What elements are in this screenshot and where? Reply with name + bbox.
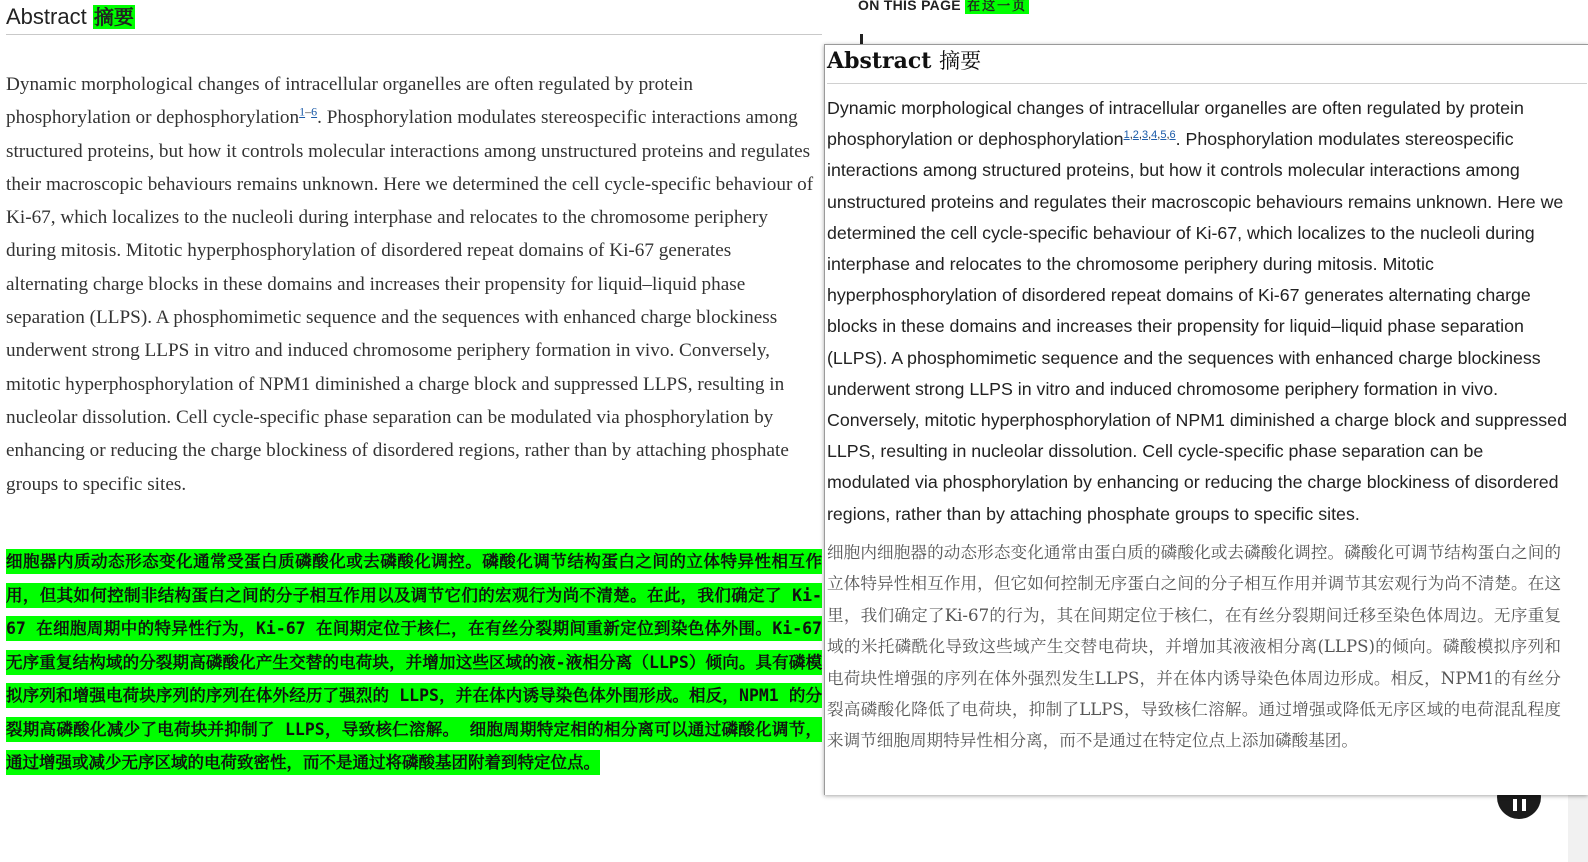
abstract-heading: [6, 2, 135, 32]
popup-citation-link[interactable]: 2: [1132, 129, 1139, 142]
popup-divider: [827, 83, 1587, 84]
citation-link-1[interactable]: 1: [299, 104, 306, 119]
popup-title-translation: 摘要: [939, 49, 982, 73]
citation-link-6[interactable]: 6: [311, 104, 318, 119]
popup-citation-link[interactable]: 5: [1160, 129, 1167, 142]
popup-title: [827, 46, 981, 76]
heading-divider: [6, 34, 822, 35]
popup-citation-link[interactable]: 1: [1123, 129, 1130, 142]
abstract-en-part2: . Phosphorylation modulates stereospecific interactions among structured proteins, but how it controls molecular interactions among unstructured proteins and regulates their macroscopic behaviours remains unknown. Here we determined the cell cycle-specific behaviour of Ki-67, which localizes to the nucleoli during interphase and relocates to the chromosome periphery during mitosis. Mitotic hyperphosphorylation of disordered repeat domains of Ki-67 generates alternating charge blocks in these domains and increases their propensity for liquid–liquid phase separation (LLPS). A phosphomimetic sequence and the sequences with enhanced charge blockiness underwent strong LLPS in vitro and induced chromosome periphery formation in vivo. Conversely, mitotic hyperphosphorylation of NPM1 diminished a charge block and suppressed LLPS, resulting in nucleolar dissolution. Cell cycle-specific phase separation can be modulated via phosphorylation by enhancing or reducing the charge blockiness of disordered regions, rather than by attaching phosphate groups to specific sites.: [6, 107, 814, 495]
popup-citation-link[interactable]: 6: [1169, 129, 1176, 142]
popup-citations: 1,2,3,4,5,6: [1123, 129, 1176, 142]
on-this-page-text: ON THIS PAGE: [858, 0, 961, 13]
abstract-heading-text: Abstract: [6, 4, 87, 29]
popup-citation-link[interactable]: 4: [1151, 129, 1158, 142]
pause-icon: [1513, 799, 1526, 811]
citation-range: [299, 105, 317, 119]
on-this-page-label: [858, 0, 1029, 16]
popup-citation-link[interactable]: 3: [1141, 129, 1149, 142]
on-this-page-translation: 在这一页: [967, 0, 1028, 14]
abstract-en-part1: Dynamic morphological changes of intracellular organelles are often regulated by protein phosphorylation or dephosphorylation: [6, 74, 693, 129]
popup-abstract-zh: 细胞内细胞器的动态形态变化通常由蛋白质的磷酸化或去磷酸化调控。磷酸化可调节结构蛋白之间的立体特异性相互作用，但它如何控制无序蛋白之间的分子相互作用并调节其宏观行为尚不清楚。在这里，我们确定了Ki-67的行为，其在间期定位于核仁，在有丝分裂期间迁移至染色体周边。无序重复域的米托磷酰化导致这些域产生交替电荷块，并增加其液液相分离(LLPS)的倾向。磷酸模拟序列和电荷块性增强的序列在体外强烈发生LLPS，并在体内诱导染色体周边形成。相反，NPM1的有丝分裂高磷酸化降低了电荷块，抑制了LLPS，导致核仁溶解。通过增强或降低无序区域的电荷混乱程度来调节细胞周期特异性相分离，而不是通过在特定位点上添加磷酸基团。: [827, 543, 1561, 751]
abstract-heading-translation: 摘要: [93, 5, 134, 29]
popup-en-part1: Dynamic morphological changes of intracellular organelles are often regulated by protein phosphorylation or dephosphorylation: [827, 98, 1524, 150]
abstract-zh-highlighted: 细胞器内质动态形态变化通常受蛋白质磷酸化或去磷酸化调控。磷酸化调节结构蛋白之间的立体特异性相互作用，但其如何控制非结构蛋白之间的分子相互作用以及调节它们的宏观行为尚不清楚。在此，我们确定了 Ki-67 在细胞周期中的特异性行为，Ki-67 在间期定位于核仁，在有丝分裂期间重新定位到染色体外围。Ki-67 无序重复结构域的分裂期高磷酸化产生交替的电荷块，并增加这些区域的液-液相分离（LLPS）倾向。具有磷模拟序列和增强电荷块序列的序列在体外经历了强烈的 LLPS，并在体内诱导染色体外围形成。相反，NPM1 的分裂期高磷酸化减少了电荷块并抑制了 LLPS，导致核仁溶解。 细胞周期特定相的相分离可以通过磷酸化调节，通过增强或减少无序区域的电荷致密性，而不是通过将磷酸基团附着到特定位点。: [6, 549, 822, 775]
popup-en-part2: . Phosphorylation modulates stereospecific interactions among structured proteins, but how it controls molecular interactions among unstructured proteins and regulates their macroscopic behaviours remains unknown. Here we determined the cell cycle-specific behaviour of Ki-67, which localizes to the nucleoli during interphase and relocates to the chromosome periphery during mitosis. Mitotic hyperphosphorylation of disordered repeat domains of Ki-67 generates alternating charge blocks in these domains and increases their propensity for liquid–liquid phase separation (LLPS). A phosphomimetic sequence and the sequences with enhanced charge blockiness underwent strong LLPS in vitro and induced chromosome periphery formation in vivo. Conversely, mitotic hyperphosphorylation of NPM1 diminished a charge block and suppressed LLPS, resulting in nucleolar dissolution. Cell cycle-specific phase separation can be modulated via phosphorylation by enhancing or reducing the charge blockiness of disordered regions, rather than by attaching phosphate groups to specific sites.: [827, 129, 1567, 524]
citation-range-separator: –: [305, 104, 312, 119]
popup-abstract-en: [827, 93, 1567, 530]
abstract-paragraph-zh: [6, 545, 822, 780]
translation-popup: [824, 44, 1588, 795]
abstract-paragraph-en: [6, 68, 818, 501]
popup-title-text: Abstract: [827, 48, 932, 74]
